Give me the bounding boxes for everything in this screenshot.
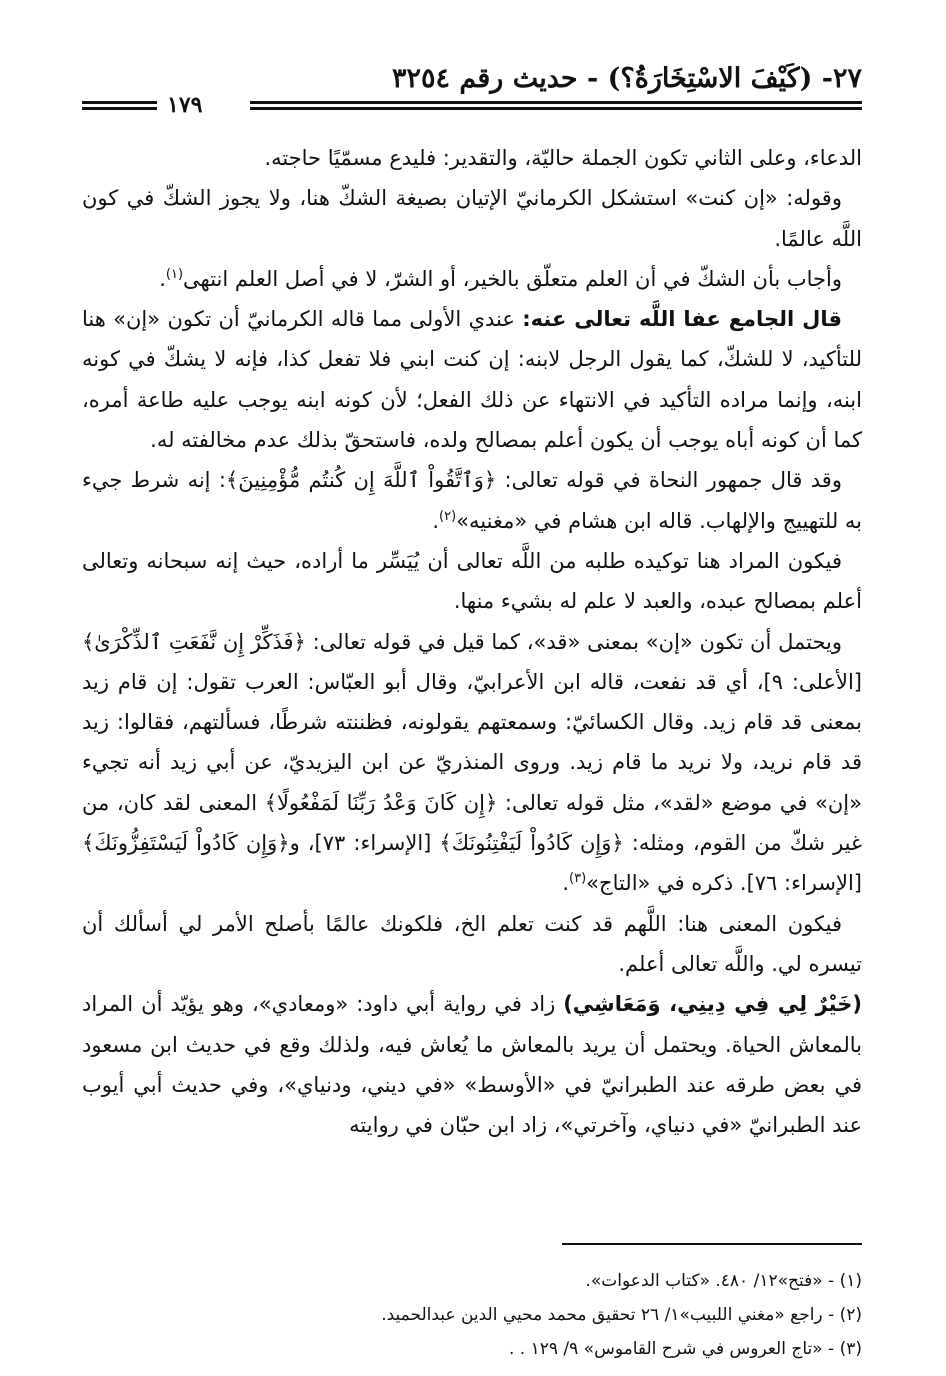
footnote: (١) - «فتح»١٢/ ٤٨٠. «كتاب الدعوات». [585,1271,862,1291]
main-text [82,138,862,1145]
paragraph: ويحتمل أن تكون «إن» بمعنى «قد»، كما قيل في قوله تعالى: ﴿فَذَكِّرْ إِن نَّفَعَتِ ٱلذِّكْرَىٰ﴾ [الأعلى: ٩]، أي قد نفعت، قاله ابن الأعرابيّ، وقال أبو العبّاس: العرب تقول: إن قام زيد بمعنى قد قام زيد. وقال الكسائيّ: وسمعتهم يقولونه، فظننته شرطًا، فسألتهم، فقالوا: زيد قد قام نريد، ولا نريد ما قام زيد. وروى المنذريّ عن ابن اليزيديّ، عن أبي زيد أنه تجيء «إن» في موضع «لقد»، مثل قوله تعالى: ﴿إِن كَانَ وَعْدُ رَبِّنَا لَمَفْعُولًا﴾ المعنى لقد كان، من غير شكّ من القوم، ومثله: ﴿وَإِن كَادُواْ لَيَفْتِنُونَكَ﴾ [الإسراء: ٧٣]، و﴿وَإِن كَادُواْ لَيَسْتَفِزُّونَكَ﴾ [الإسراء: ٧٦]. ذكره في «التاج»$^{(٣)}$. [82,629,862,896]
footnote-ref: (١) [165,266,184,282]
author-note-lead: قال الجامع عفا اللَّه تعالى عنه: [522,307,842,332]
footnote: (٣) - «تاج العروس في شرح القاموس» ٩/ ١٢٩ . . [508,1339,862,1359]
footnote-ref: (٢) [439,508,457,524]
hadith-phrase: (خَيْرٌ لِي فِي دِينِي، وَمَعَاشِي) [563,992,862,1017]
book-page [82,50,862,1359]
footnote: (٢) - راجع «مغني اللبيب»١/ ٢٦ تحقيق محمد محيي الدين عبدالحميد. [381,1305,862,1325]
footnote-ref: (٣) [569,871,587,887]
paragraph: فيكون المراد هنا توكيده طلبه من اللَّه تعالى أن يُيَسِّر ما أراده، حيث إنه سبحانه وتعالى أعلم بمصالح عبده، والعبد لا علم له بشيء منها. [82,548,862,614]
header-rule [250,101,862,110]
footnotes [82,1264,862,1366]
footnote-separator [562,1243,862,1245]
paragraph: (خَيْرٌ لِي فِي دِينِي، وَمَعَاشِي) زاد في رواية أبي داود: «ومعادي»، وهو يؤيّد أن المراد بالمعاش الحياة. ويحتمل أن يريد بالمعاش ما يُعاش فيه، ولذلك وقع في حديث ابن مسعود في بعض طرقه عند الطبرانيّ في «الأوسط» «في ديني، ودنياي»، وفي حديث أبي أيوب عند الطبرانيّ «في دنياي، وآخرتي»، زاد ابن حبّان في روايته [82,992,862,1138]
paragraph: قال الجامع عفا اللَّه تعالى عنه: عندي الأولى مما قاله الكرمانيّ أن تكون «إن» هنا للتأكيد، لا للشكّ، كما يقول الرجل لابنه: إن كنت ابني فلا تفعل كذا، فإنه لا يشكّ في كونه ابنه، وإنما مراده التأكيد في الانتهاء عن ذلك الفعل؛ لأن كونه ابنه يوجب عليه طاعة أمره، كما أن كونه أباه يوجب أن يكون أعلم بمصالح ولده، فاستحقّ بذلك عدم مخالفته له. [82,307,862,453]
paragraph: وقد قال جمهور النحاة في قوله تعالى: ﴿وَٱتَّقُواْ ٱللَّهَ إِن كُنتُم مُّؤْمِنِينَ﴾: إنه شرط جيء به للتهييج والإلهاب. قاله ابن هشام في «مغنيه»$^{(٢)}$. [82,468,862,533]
paragraph: الدعاء، وعلى الثاني تكون الجملة حاليّة، والتقدير: فليدع مسمّيًا حاجته. [264,146,862,170]
paragraph: وأجاب بأن الشكّ في أن العلم متعلّق بالخير، أو الشرّ، لا في أصل العلم انتهى$^{(١)}$. [159,266,842,291]
paragraph: وقوله: «إن كنت» استشكل الكرمانيّ الإتيان بصيغة الشكّ هنا، ولا يجوز الشكّ في كون اللَّه عالمًا. [82,186,862,251]
header-title: ٢٧- (كَيْفَ الاسْتِخَارَةُ؟) - حديث رقم ٣٢٥٤ [392,63,862,94]
paragraph: فيكون المعنى هنا: اللَّهم قد كنت تعلم الخ، فلكونك عالمًا بأصلح الأمر لي أسألك أن تيسره لي. واللَّه تعالى أعلم. [82,911,862,976]
page-number: ١٧٩ [167,92,203,118]
header-rule-short [82,101,157,110]
